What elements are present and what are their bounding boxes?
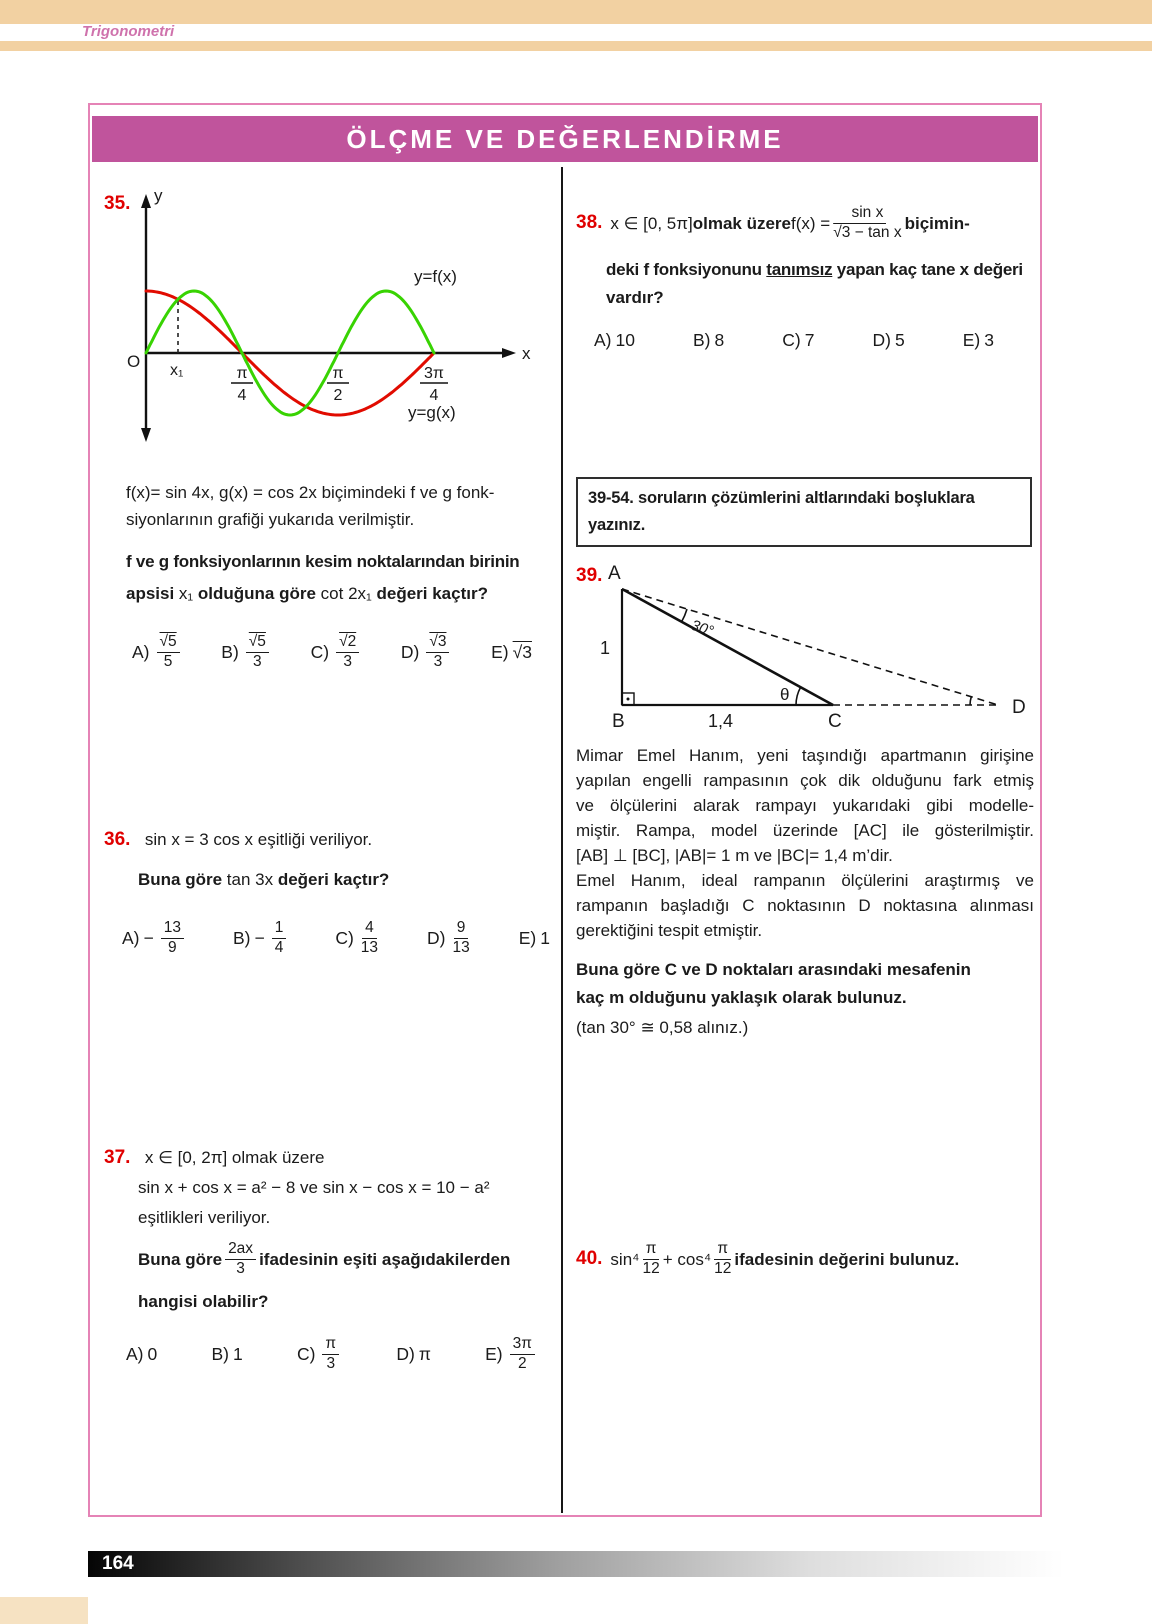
vertex-C-label: C: [828, 711, 842, 732]
question-39: [576, 557, 1034, 1157]
y-axis-label: y: [154, 186, 163, 205]
q39-paragraph: [576, 743, 1034, 943]
q35-options: [132, 627, 532, 677]
question-40-number: 40.: [576, 1248, 603, 1269]
question-38-number: 38.: [576, 212, 603, 233]
q37-text-line3: eşitlikleri veriliyor.: [138, 1208, 271, 1227]
svg-text:π: π: [332, 365, 344, 382]
svg-text:4: 4: [429, 387, 439, 404]
tick-3pi-4: [420, 365, 448, 404]
y-axis-arrow-up: [141, 194, 151, 208]
svg-text:4: 4: [237, 387, 247, 404]
question-36-number: 36.: [104, 829, 131, 850]
q40-text-line: 40. sin⁴ $\frac{\pi}{12}$ + cos⁴ $\frac{\pi}{12}$ ifadesinin değerini bulunuz.: [576, 1240, 960, 1277]
angle-A-arc: [682, 609, 687, 622]
fraction: $\frac{√5}{5}$: [157, 634, 180, 670]
q37-option-d: D) π: [396, 1343, 431, 1364]
q36-text-line1: 36. sin x = 3 cos x eşitliği veriliyor.: [104, 829, 373, 850]
y-axis-arrow-down: [141, 428, 151, 442]
q39-para-line: [AB] ⊥ [BC], |AB|= 1 m ve |BC|= 1,4 m’dir.: [576, 846, 893, 865]
q39-question-line1: Buna göre C ve D noktaları arasındaki mesafenin: [576, 960, 971, 979]
fraction: $\frac{4}{13}$: [360, 919, 379, 956]
q35-text-line2: siyonlarının grafiği yukarıda verilmiştir.: [126, 510, 415, 529]
q38-option-e: E) 3: [962, 329, 994, 350]
fraction: $\frac{√3}{3}$: [426, 634, 449, 670]
dashed-AD: [622, 589, 998, 705]
x-axis-label: x: [522, 344, 531, 363]
footer-bar: [88, 1551, 1064, 1577]
top-band-upper: [0, 0, 1152, 24]
topic-header: Trigonometri: [82, 23, 175, 40]
q38-option-d: D) 5: [872, 329, 905, 350]
q35-option-a: A) $\frac{√5}{5}$: [132, 634, 183, 670]
x-axis-arrow: [502, 348, 516, 358]
q37-option-c: C) $\frac{\pi}{3}$: [297, 1336, 342, 1372]
svg-text:2: 2: [333, 387, 343, 404]
angle-D-arc: [970, 697, 971, 705]
question-38: [576, 195, 1034, 455]
fraction: $\frac{\pi}{12}$: [642, 1240, 660, 1277]
question-37-number: 37.: [104, 1147, 131, 1168]
column-divider: [561, 167, 563, 1513]
vertex-D-label: D: [1012, 697, 1026, 718]
fraction: $\frac{\pi}{3}$: [322, 1336, 339, 1372]
bottom-corner-decoration: [0, 1597, 88, 1624]
q39-para-line: Emel Hanım, ideal rampanın ölçülerini araştırmış ve: [576, 871, 1034, 890]
q37-options: [126, 1329, 538, 1379]
fraction: $\frac{\pi}{12}$: [714, 1240, 732, 1277]
q37-text-line1: 37. x ∈ [0, 2π] olmak üzere: [104, 1147, 325, 1168]
side-AB-length: 1: [600, 638, 611, 658]
instruction-line2: yazınız.: [588, 516, 646, 534]
side-BC-length: 1,4: [708, 711, 734, 731]
fraction: $\frac{2ax}{3}$: [225, 1241, 256, 1277]
page-number: 164: [102, 1553, 134, 1574]
ramp-AC: [622, 589, 833, 705]
fraction: $\frac{13}{9}$: [161, 920, 184, 956]
question-35-number: 35.: [104, 193, 131, 214]
q35-question-line2: apsisi x₁ olduğuna göre cot 2x₁ değeri kaçtır?: [126, 584, 488, 603]
q35-option-d: D) $\frac{√3}{3}$: [401, 634, 453, 670]
q36-option-b: B) − $\frac{1}{4}$: [233, 920, 289, 956]
q39-question-line2: kaç m olduğunu yaklaşık olarak bulunuz.: [576, 988, 907, 1007]
fraction: $\frac{9}{13}$: [452, 919, 470, 956]
q38-option-c: C) 7: [782, 329, 815, 350]
question-36: [104, 827, 559, 1027]
q35-option-c: C) $\frac{√2}{3}$: [311, 634, 363, 670]
q37-question-line2: hangisi olabilir?: [138, 1292, 269, 1311]
section-title: ÖLÇME VE DEĞERLENDİRME: [92, 116, 1038, 162]
theta-arc: [796, 687, 801, 705]
q38-text-line2: deki f fonksiyonunu tanımsız yapan kaç tane x değeri: [606, 260, 1023, 279]
q38-text-line1: 38. x ∈ [0, 5π] olmak üzere f(x) = $\frac{\text{sin x}}{\text{√3 − tan x}}$ biçimin-: [576, 204, 970, 241]
angle-30-label: 30°: [688, 616, 716, 641]
q36-question-line: Buna göre tan 3x değeri kaçtır?: [138, 870, 390, 889]
q36-option-c: C) $\frac{4}{13}$: [335, 919, 379, 956]
q36-option-a: A) − $\frac{13}{9}$: [122, 920, 187, 956]
q39-para-line: rampanın başladığı C noktasının D noktasına alınması: [576, 896, 1034, 915]
q35-option-e: E) √3: [491, 641, 532, 662]
vertex-A-label: A: [608, 563, 621, 584]
g-curve-label: y=g(x): [408, 403, 456, 422]
vertex-B-label: B: [612, 711, 625, 732]
q36-option-e: E) 1: [518, 927, 550, 948]
q37-question-line1: Buna göre $\frac{2ax}{3}$ ifadesinin eşiti aşağıdakilerden: [138, 1240, 511, 1277]
q35-text-line1: f(x)= sin 4x, g(x) = cos 2x biçimindeki f ve g fonk-: [126, 483, 495, 502]
svg-text:π: π: [236, 365, 248, 382]
q37-option-b: B) 1: [211, 1343, 243, 1364]
q37-option-a: A) 0: [126, 1343, 158, 1364]
svg-text:3π: 3π: [424, 365, 444, 382]
fraction: $\frac{1}{4}$: [272, 920, 287, 956]
q37-text-line2: sin x + cos x = a² − 8 ve sin x − cos x = 10 − a²: [138, 1178, 490, 1197]
q38-options: [594, 325, 994, 355]
instruction-box: [576, 477, 1032, 547]
q36-option-d: D) $\frac{9}{13}$: [427, 919, 470, 956]
q36-options: [122, 913, 550, 963]
q39-diagram: [590, 559, 1035, 733]
q39-para-line: miştir. Rampa, model üzerinde [AC] ile gösterilmiştir.: [576, 821, 1034, 840]
question-37: [104, 1145, 559, 1395]
q37-option-e: E) $\frac{3\pi}{2}$: [485, 1336, 538, 1372]
x1-label: x₁: [170, 362, 184, 379]
q35-question-line1: f ve g fonksiyonlarının kesim noktalarından birinin: [126, 552, 520, 571]
question-40: [576, 1233, 1034, 1293]
q35-option-b: B) $\frac{√5}{3}$: [221, 634, 272, 670]
f-curve-label: y=f(x): [414, 267, 457, 286]
q39-para-line: yapılan engelli rampasının çok dik olduğunu fark etmiş: [576, 771, 1034, 790]
fraction: $\frac{√5}{3}$: [246, 634, 269, 670]
q38-option-a: A) 10: [594, 329, 635, 350]
question-39-number: 39.: [576, 565, 603, 586]
instruction-line1: 39-54. soruların çözümlerini altlarındaki boşluklara: [588, 489, 975, 507]
question-35: [104, 185, 559, 825]
q39-para-line: ve ölçülerini alarak rampayı yukarıdaki gibi modelle-: [576, 796, 1034, 815]
top-band-lower: [0, 41, 1152, 51]
q39-para-line: Mimar Emel Hanım, yeni taşındığı apartmanın girişine: [576, 746, 1034, 765]
q35-graph: [112, 185, 542, 447]
fraction: $\frac{\text{sin x}}{\text{√3 − tan x}}$: [833, 204, 902, 241]
q38-option-b: B) 8: [693, 329, 725, 350]
q38-text-line3: vardır?: [606, 288, 664, 307]
origin-label: O: [127, 352, 141, 371]
q39-para-line: gerektiğini tespit etmiştir.: [576, 921, 763, 940]
fraction: $\frac{√2}{3}$: [336, 634, 359, 670]
fraction: $\frac{3\pi}{2}$: [510, 1336, 535, 1372]
theta-label: θ: [780, 685, 790, 704]
q39-note: (tan 30° ≅ 0,58 alınız.): [576, 1018, 749, 1037]
content-box: [88, 103, 1042, 1517]
right-angle-dot: [627, 698, 630, 701]
